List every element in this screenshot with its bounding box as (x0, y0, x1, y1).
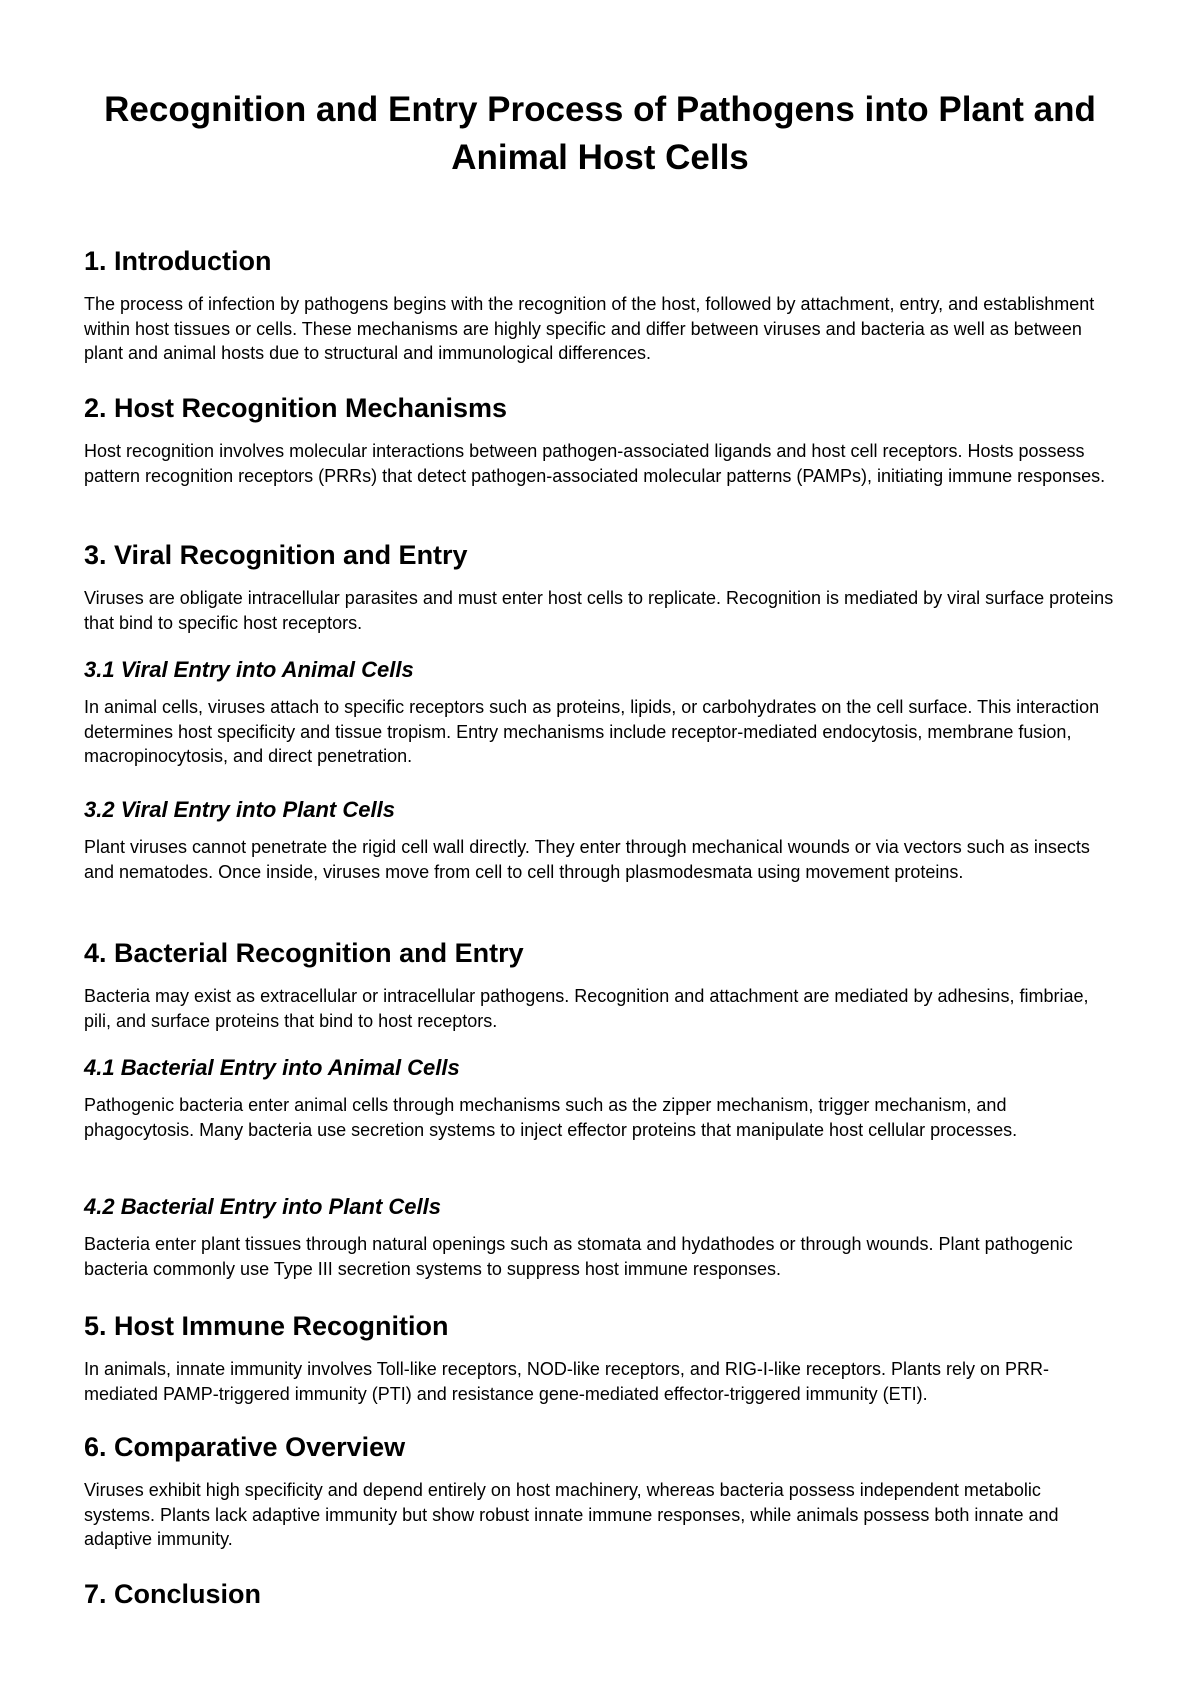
subsection-viral-plant (84, 796, 1116, 884)
section-introduction (84, 244, 1116, 366)
section-bacterial-recognition (84, 936, 1116, 1033)
section-viral-recognition (84, 538, 1116, 635)
section-paragraph: Bacteria may exist as extracellular or intracellular pathogens. Recognition and attachment are mediated by adhesins, fimbriae, pili, and surface proteins that bind to host receptors. (84, 986, 1089, 1031)
section-paragraph: Viruses are obligate intracellular parasites and must enter host cells to replicate. Recognition is mediated by viral surface proteins that bind to specific host receptors. (84, 588, 1114, 633)
section-heading: 6. Comparative Overview (84, 1432, 406, 1462)
subsection-viral-animal (84, 656, 1116, 769)
subsection-heading: 4.1 Bacterial Entry into Animal Cells (84, 1055, 460, 1080)
section-paragraph: Bacteria enter plant tissues through natural openings such as stomata and hydathodes or through wounds. Plant pathogenic bacteria commonly use Type III secretion systems to suppress host immune responses. (84, 1234, 1073, 1279)
section-heading: 2. Host Recognition Mechanisms (84, 393, 508, 423)
section-heading: 7. Conclusion (84, 1579, 262, 1609)
section-paragraph: Host recognition involves molecular interactions between pathogen-associated ligands and host cell receptors. Hosts possess pattern recognition receptors (PRRs) that detect pathogen-associated molecular patterns (PAMPs), initiating immune responses. (84, 441, 1106, 486)
subsection-heading: 4.2 Bacterial Entry into Plant Cells (84, 1194, 442, 1219)
subsection-bacterial-animal (84, 1054, 1116, 1142)
section-paragraph: The process of infection by pathogens begins with the recognition of the host, followed by attachment, entry, and establishment within host tissues or cells. These mechanisms are highly specific and differ between viruses and bacteria as well as between plant and animal hosts due to structural and immunological differences. (84, 294, 1095, 363)
document-title: Recognition and Entry Process of Pathogens into Plant and Animal Host Cells (104, 90, 1096, 177)
section-paragraph: In animal cells, viruses attach to specific receptors such as proteins, lipids, or carbohydrates on the cell surface. This interaction determines host specificity and tissue tropism. Entry mechanisms include receptor-mediated endocytosis, membrane fusion, macropinocytosis, and direct penetration. (84, 697, 1100, 766)
subsection-heading: 3.2 Viral Entry into Plant Cells (84, 797, 395, 822)
section-host-recognition (84, 391, 1116, 488)
section-heading: 5. Host Immune Recognition (84, 1311, 449, 1341)
section-heading: 4. Bacterial Recognition and Entry (84, 938, 524, 968)
section-heading: 3. Viral Recognition and Entry (84, 540, 468, 570)
subsection-heading: 3.1 Viral Entry into Animal Cells (84, 657, 414, 682)
section-paragraph: Pathogenic bacteria enter animal cells through mechanisms such as the zipper mechanism, trigger mechanism, and phagocytosis. Many bacteria use secretion systems to inject effector proteins that manipulate host cellular processes. (84, 1095, 1018, 1140)
section-host-immune (84, 1309, 1116, 1406)
section-paragraph: In animals, innate immunity involves Toll-like receptors, NOD-like receptors, and RIG-I-like receptors. Plants rely on PRR-mediated PAMP-triggered immunity (PTI) and resistance gene-mediated effector-triggered immunity (ETI). (84, 1359, 1050, 1404)
section-conclusion (84, 1577, 1116, 1611)
section-heading: 1. Introduction (84, 246, 272, 276)
section-paragraph: Viruses exhibit high specificity and depend entirely on host machinery, whereas bacteria possess independent metabolic systems. Plants lack adaptive immunity but show robust innate immune responses, while animals possess both innate and adaptive immunity. (84, 1480, 1059, 1549)
subsection-bacterial-plant (84, 1193, 1116, 1281)
section-paragraph: Plant viruses cannot penetrate the rigid cell wall directly. They enter through mechanical wounds or via vectors such as insects and nematodes. Once inside, viruses move from cell to cell through plasmodesmata using movement proteins. (84, 837, 1090, 882)
section-comparative-overview (84, 1430, 1116, 1552)
